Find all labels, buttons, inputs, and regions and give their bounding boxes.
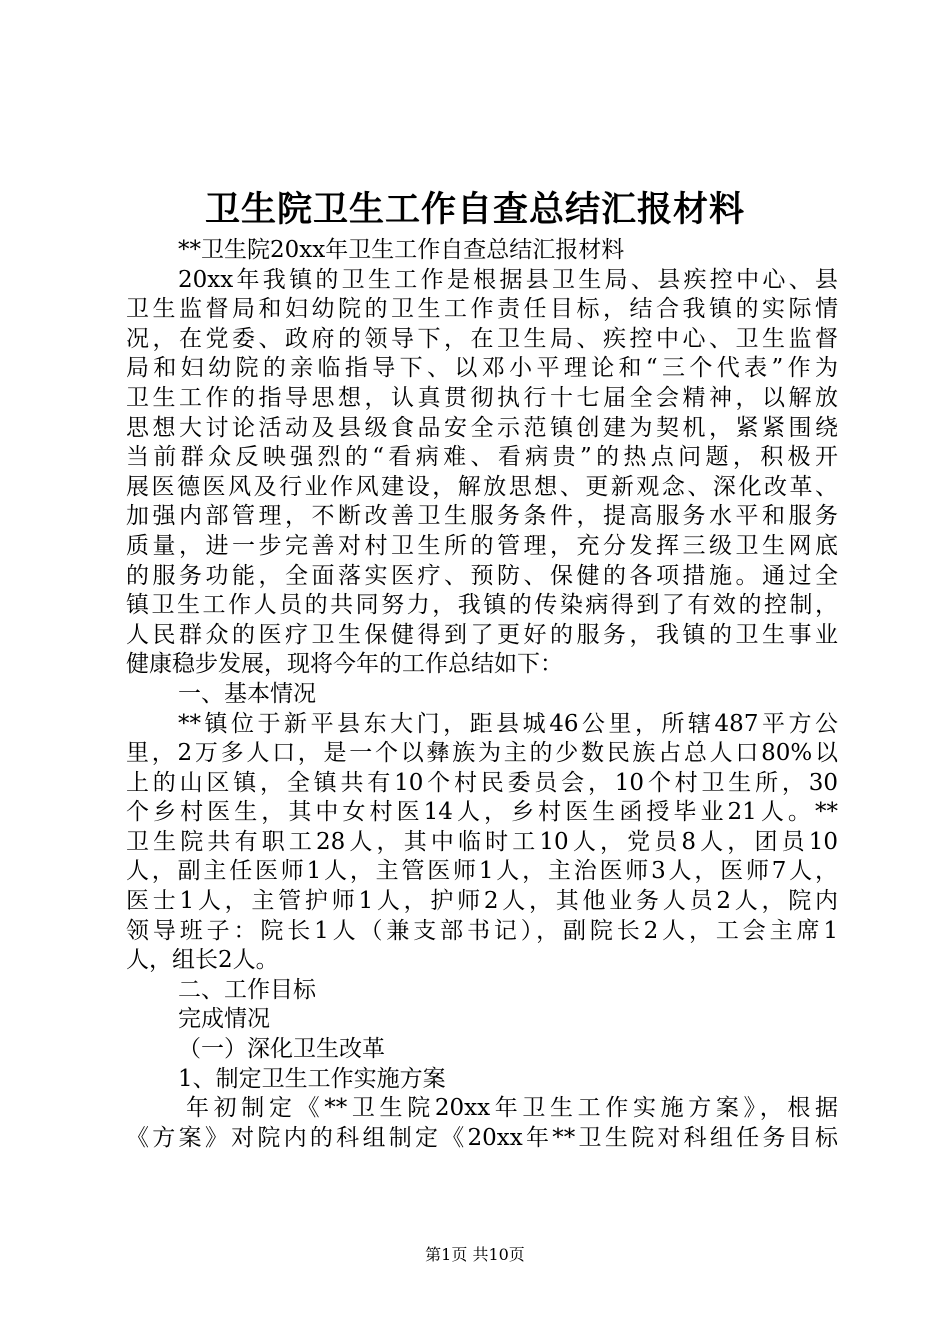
paragraph-line: 的服务功能，全面落实医疗、预防、保健的各项措施。通过全 bbox=[126, 562, 838, 589]
paragraph-line: 人，副主任医师1人，主管医师1人，主治医师3人，医师7人， bbox=[126, 858, 838, 885]
paragraph-line: 镇卫生工作人员的共同努力，我镇的传染病得到了有效的控制， bbox=[126, 592, 838, 619]
paragraph-line: 卫生院共有职工28人，其中临时工10人，党员8人，团员10 bbox=[126, 828, 838, 855]
paragraph-line: 局和妇幼院的亲临指导下、以邓小平理论和“三个代表”作为 bbox=[126, 355, 838, 382]
paragraph-line: 里，2万多人口，是一个以彝族为主的少数民族占总人口80%以 bbox=[126, 740, 838, 767]
section-heading: 二、工作目标 bbox=[178, 976, 316, 1003]
paragraph-line: 年初制定《**卫生院20xx年卫生工作实施方案》，根据 bbox=[186, 1095, 838, 1122]
paragraph-line: 加强内部管理，不断改善卫生服务条件，提高服务水平和服务 bbox=[126, 503, 838, 530]
paragraph-line: 质量，进一步完善对村卫生所的管理，充分发挥三级卫生网底 bbox=[126, 532, 838, 559]
subtitle-line: **卫生院20xx年卫生工作自查总结汇报材料 bbox=[178, 237, 625, 263]
section-heading: 一、基本情况 bbox=[178, 680, 316, 707]
document-title: 卫生院卫生工作自查总结汇报材料 bbox=[204, 189, 745, 230]
paragraph-line: 上的山区镇，全镇共有10个村民委员会，10个村卫生所，30 bbox=[126, 769, 838, 796]
paragraph-line: 个乡村医生，其中女村医14人，乡村医生函授毕业21人。** bbox=[126, 799, 838, 826]
paragraph-line: 当前群众反映强烈的“看病难、看病贵”的热点问题，积极开 bbox=[126, 444, 838, 471]
paragraph-line: 医士1人，主管护师1人，护师2人，其他业务人员2人，院内 bbox=[126, 888, 838, 915]
paragraph-line: 卫生工作的指导思想，认真贯彻执行十七届全会精神，以解放 bbox=[126, 384, 838, 411]
page-footer: 第1页 共10页 bbox=[425, 1245, 525, 1264]
paragraph-line: **镇位于新平县东大门，距县城46公里，所辖487平方公 bbox=[178, 710, 838, 737]
paragraph-line: 20xx年我镇的卫生工作是根据县卫生局、县疾控中心、县 bbox=[178, 266, 838, 293]
paragraph-line: 况，在党委、政府的领导下，在卫生局、疾控中心、卫生监督 bbox=[126, 325, 838, 352]
paragraph-line: 健康稳步发展，现将今年的工作总结如下： bbox=[126, 651, 563, 678]
section-heading: 完成情况 bbox=[178, 1006, 270, 1033]
paragraph-line: 人民群众的医疗卫生保健得到了更好的服务，我镇的卫生事业 bbox=[126, 621, 838, 648]
paragraph-line: 展医德医风及行业作风建设，解放思想、更新观念、深化改革、 bbox=[126, 473, 838, 500]
subsection-heading: （一）深化卫生改革 bbox=[178, 1036, 385, 1063]
paragraph-line: 人，组长2人。 bbox=[126, 947, 279, 974]
paragraph-line: 卫生监督局和妇幼院的卫生工作责任目标，结合我镇的实际情 bbox=[126, 296, 838, 323]
item-heading: 1、制定卫生工作实施方案 bbox=[178, 1065, 446, 1092]
paragraph-line: 《方案》对院内的科组制定《20xx年**卫生院对科组任务目标 bbox=[126, 1124, 838, 1151]
paragraph-line: 思想大讨论活动及县级食品安全示范镇创建为契机，紧紧围绕 bbox=[126, 414, 838, 441]
paragraph-line: 领导班子：院长1人（兼支部书记），副院长2人，工会主席1 bbox=[126, 917, 838, 944]
document-body bbox=[126, 236, 838, 1153]
